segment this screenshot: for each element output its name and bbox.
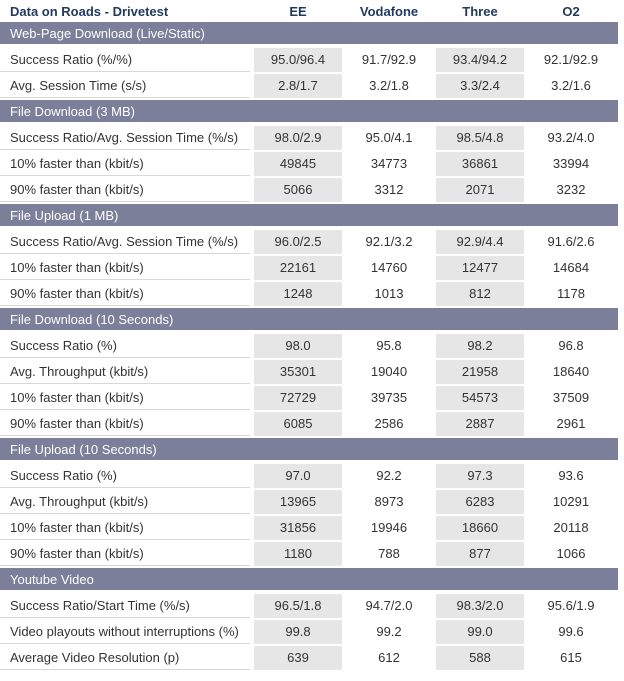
value-cell-ee: 13965 [254, 490, 342, 514]
value-cell-o2: 1178 [557, 286, 585, 301]
row-label: 90% faster than (kbit/s) [0, 282, 250, 306]
value-cell-o2: 91.6/2.6 [547, 234, 595, 249]
row-label: Avg. Session Time (s/s) [0, 74, 250, 98]
operator-o2: O2 [562, 3, 580, 19]
value-cell-o2: 96.8 [558, 338, 584, 353]
value-cell-o2: 2961 [556, 416, 586, 431]
value-cell-vodafone: 1013 [374, 286, 404, 301]
value-cell-ee: 99.8 [254, 620, 342, 644]
value-cell-ee: 98.0 [254, 334, 342, 358]
row-label: Success Ratio (%/%) [0, 48, 250, 72]
value-cell-ee: 72729 [254, 386, 342, 410]
value-cell-vodafone: 91.7/92.9 [361, 52, 417, 67]
value-cell-three: 92.9/4.4 [436, 230, 524, 254]
section-header: File Download (10 Seconds) [0, 308, 618, 330]
value-cell-o2: 3232 [556, 182, 586, 197]
value-cell-vodafone: 34773 [370, 156, 408, 171]
table-row [0, 74, 618, 100]
value-cell-vodafone: 92.2 [376, 468, 402, 483]
section-header: File Download (3 MB) [0, 100, 618, 122]
value-cell-o2: 93.2/4.0 [547, 130, 595, 145]
value-cell-ee: 95.0/96.4 [254, 48, 342, 72]
table-row [0, 620, 618, 646]
value-cell-o2: 1066 [556, 546, 586, 561]
value-cell-o2: 14684 [552, 260, 590, 275]
value-cell-three: 98.3/2.0 [436, 594, 524, 618]
value-cell-ee: 35301 [254, 360, 342, 384]
value-cell-ee: 22161 [254, 256, 342, 280]
row-label: 10% faster than (kbit/s) [0, 386, 250, 410]
row-label: 10% faster than (kbit/s) [0, 256, 250, 280]
value-cell-o2: 93.6 [558, 468, 584, 483]
value-cell-three: 812 [436, 282, 524, 306]
table-row [0, 282, 618, 308]
table-row [0, 256, 618, 282]
value-cell-o2: 37509 [552, 390, 590, 405]
value-cell-three: 93.4/94.2 [436, 48, 524, 72]
table-row [0, 386, 618, 412]
table-row [0, 516, 618, 542]
row-label: Success Ratio/Avg. Session Time (%/s) [0, 230, 250, 254]
operator-vodafone: Vodafone [359, 3, 419, 19]
value-cell-vodafone: 19040 [370, 364, 408, 379]
value-cell-ee: 96.5/1.8 [254, 594, 342, 618]
value-cell-o2: 20118 [553, 520, 589, 535]
table-row [0, 594, 618, 620]
value-cell-three: 97.3 [436, 464, 524, 488]
value-cell-ee: 2.8/1.7 [254, 74, 342, 98]
row-label: 90% faster than (kbit/s) [0, 542, 250, 566]
row-label: Success Ratio/Start Time (%/s) [0, 594, 250, 618]
value-cell-three: 18660 [436, 516, 524, 540]
value-cell-three: 99.0 [436, 620, 524, 644]
value-cell-o2: 10291 [552, 494, 590, 509]
table-row [0, 464, 618, 490]
value-cell-vodafone: 95.0/4.1 [365, 130, 413, 145]
table-row [0, 334, 618, 360]
operator-three: Three [462, 3, 498, 19]
table-row [0, 48, 618, 74]
table-title: Data on Roads - Drivetest [10, 3, 169, 19]
value-cell-three: 3.3/2.4 [436, 74, 524, 98]
value-cell-o2: 18640 [552, 364, 590, 379]
table-header [0, 0, 624, 22]
value-cell-vodafone: 3.2/1.8 [369, 78, 409, 93]
table-row [0, 126, 618, 152]
value-cell-o2: 3.2/1.6 [551, 78, 591, 93]
table-row [0, 542, 618, 568]
section-header: File Upload (10 Seconds) [0, 438, 618, 460]
value-cell-vodafone: 94.7/2.0 [365, 598, 413, 613]
value-cell-vodafone: 14760 [370, 260, 408, 275]
table-row [0, 152, 618, 178]
value-cell-vodafone: 99.2 [376, 624, 402, 639]
value-cell-three: 21958 [436, 360, 524, 384]
value-cell-vodafone: 788 [378, 546, 400, 561]
value-cell-three: 6283 [436, 490, 524, 514]
value-cell-vodafone: 2586 [374, 416, 404, 431]
table-row [0, 490, 618, 516]
value-cell-three: 588 [436, 646, 524, 670]
table-row [0, 412, 618, 438]
section-header: File Upload (1 MB) [0, 204, 618, 226]
value-cell-three: 36861 [436, 152, 524, 176]
value-cell-o2: 99.6 [558, 624, 584, 639]
value-cell-ee: 49845 [254, 152, 342, 176]
value-cell-vodafone: 8973 [374, 494, 404, 509]
section-header: Web-Page Download (Live/Static) [0, 22, 618, 44]
row-label: Video playouts without interruptions (%) [0, 620, 250, 644]
value-cell-three: 2887 [436, 412, 524, 436]
value-cell-three: 877 [436, 542, 524, 566]
row-label: Avg. Throughput (kbit/s) [0, 360, 250, 384]
value-cell-ee: 639 [254, 646, 342, 670]
value-cell-three: 12477 [436, 256, 524, 280]
value-cell-o2: 33994 [552, 156, 590, 171]
value-cell-ee: 1180 [254, 542, 342, 566]
value-cell-ee: 98.0/2.9 [254, 126, 342, 150]
row-label: 10% faster than (kbit/s) [0, 516, 250, 540]
value-cell-vodafone: 92.1/3.2 [365, 234, 413, 249]
row-label: Success Ratio/Avg. Session Time (%/s) [0, 126, 250, 150]
row-label: Average Video Resolution (p) [0, 646, 250, 670]
value-cell-o2: 92.1/92.9 [543, 52, 599, 67]
table-row [0, 360, 618, 386]
section-header: Youtube Video [0, 568, 618, 590]
value-cell-ee: 31856 [254, 516, 342, 540]
row-label: 90% faster than (kbit/s) [0, 412, 250, 436]
value-cell-ee: 6085 [254, 412, 342, 436]
value-cell-o2: 95.6/1.9 [547, 598, 595, 613]
table-row [0, 178, 618, 204]
row-label: Success Ratio (%) [0, 464, 250, 488]
table-row [0, 646, 618, 672]
value-cell-ee: 5066 [254, 178, 342, 202]
operator-ee: EE [289, 3, 307, 19]
value-cell-ee: 97.0 [254, 464, 342, 488]
value-cell-three: 54573 [436, 386, 524, 410]
value-cell-ee: 1248 [254, 282, 342, 306]
value-cell-vodafone: 19946 [370, 520, 408, 535]
value-cell-vodafone: 3312 [374, 182, 404, 197]
value-cell-vodafone: 95.8 [376, 338, 402, 353]
value-cell-three: 2071 [436, 178, 524, 202]
value-cell-three: 98.5/4.8 [436, 126, 524, 150]
table-row [0, 230, 618, 256]
row-label: 10% faster than (kbit/s) [0, 152, 250, 176]
value-cell-vodafone: 612 [378, 650, 400, 665]
row-label: Success Ratio (%) [0, 334, 250, 358]
value-cell-three: 98.2 [436, 334, 524, 358]
value-cell-vodafone: 39735 [370, 390, 408, 405]
row-label: Avg. Throughput (kbit/s) [0, 490, 250, 514]
row-label: 90% faster than (kbit/s) [0, 178, 250, 202]
value-cell-o2: 615 [560, 650, 582, 665]
value-cell-ee: 96.0/2.5 [254, 230, 342, 254]
